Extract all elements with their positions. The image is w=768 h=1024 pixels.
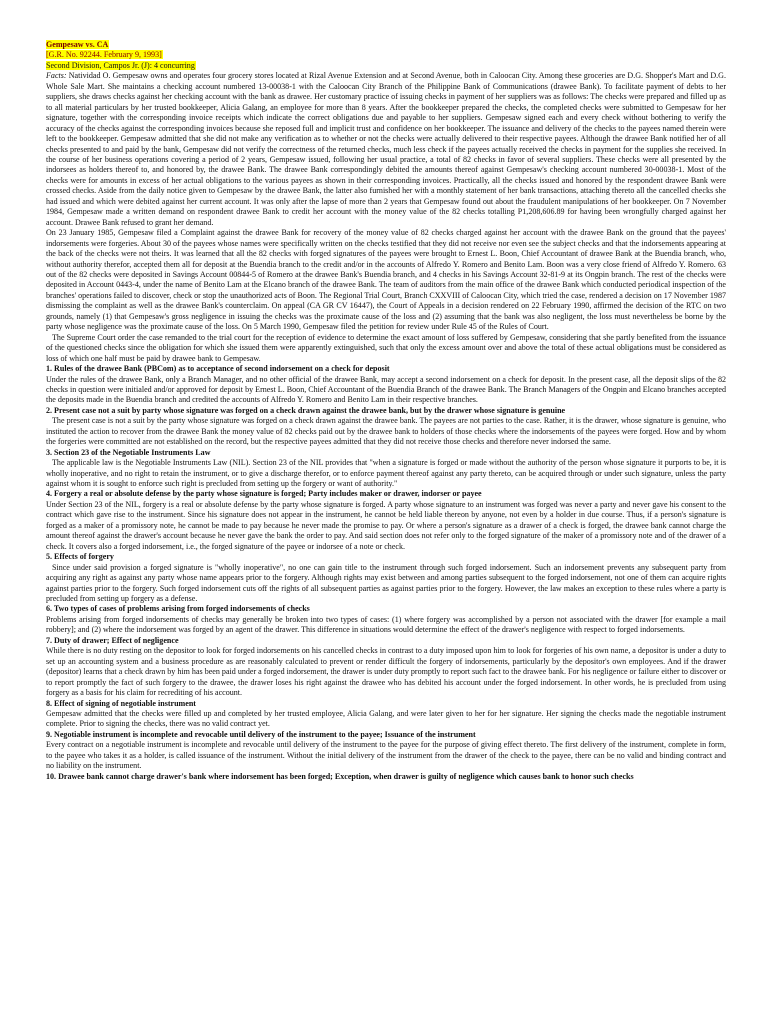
facts-label: Facts: (46, 71, 67, 81)
procedural-paragraph: On 23 January 1985, Gempesaw filed a Complaint against the drawee Bank for recovery of the money value of 82 checks charged against her account with the drawee Bank on the ground that the payees' indorsements were forgeries. About 30 of the payees whose names were specifically written on the checks testified that they did not receive nor even see the subject checks and that the indorsements appearing at the back of the checks were not theirs. It was learned that all the 82 checks with forged signatures of the payees were brought to Ernest L. Boon, Chief Accountant of drawee Bank at the Buendia branch, who, without authority therefor, accepted them all for deposit at the Buendia branch to the credit and/or in the accounts of Alfredo Y. Romero and Benito Lam. Boon was a very close friend of Alfredo Y. Romero. 63 out of the 82 checks were deposited in Savings Account 00844-5 of Romero at the drawee Bank's Buendia branch, and 4 checks in his Savings Account 32-81-9 at its Ongpin branch. The rest of the checks were deposited in Account 0443-4, under the name of Benito Lam at the Elcano branch of the drawee Bank. The team of auditors from the main office of the drawee Bank which conducted periodical inspection of the branches' operations failed to discover, check or stop the unauthorized acts of Boon. The Regional Trial Court, Branch CXXVIII of Caloocan City, which tried the case, rendered a decision on 17 November 1987 dismissing the complaint as well as the drawee Bank's counterclaim. On appeal (CA GR CV 16447), the Court of Appeals in a decision rendered on 22 February 1990, affirmed the decision of the RTC on two grounds, namely (1) that Gempesaw's gross negligence in issuing the checks was the proximate cause of the loss and (2) assuming that the bank was also negligent, the loss must nevertheless be borne by the party whose negligence was the proximate cause of the loss. On 5 March 1990, Gempesaw filed the petition for review under Rule 45 of the Rules of Court. (46, 228, 726, 332)
case-division: Second Division, Campos Jr. (J): 4 concurring (46, 60, 195, 70)
section-heading: 1. Rules of the drawee Bank (PBCom) as to acceptance of second indorsement on a check for deposit (46, 364, 390, 374)
case-header (46, 40, 726, 71)
section-heading: 10. Drawee bank cannot charge drawer's bank where indorsement has been forged; Exception, when drawer is guilty of negligence which causes bank to honor such checks (46, 771, 634, 781)
section-1 (46, 364, 726, 406)
document-page (46, 40, 726, 1024)
section-heading: 9. Negotiable instrument is incomplete and revocable until delivery of the instrument to the payee; Issuance of the instrument (46, 729, 476, 739)
section-body: Gempesaw admitted that the checks were filled up and completed by her trusted employee, Alicia Galang, and were later given to her for her signature. Her signing the checks made the negotiable instrument complete. Prior to signing the checks, there was no valid contract yet. (46, 709, 726, 729)
section-body: The present case is not a suit by the party whose signature was forged on a check drawn against the drawee bank. The payees are not parties to the case. Rather, it is the drawer, whose signature is genuine, who instituted the action to recover from the drawee Bank the money value of 82 checks paid out by the drawee bank to holders of those checks where the indorsements of the payees were forged. How and by whom the forgeries were committed are not established on the record, but the respective payees admitted that they did not receive those checks and therefore never indorsed the same. (46, 416, 726, 447)
section-body: The applicable law is the Negotiable Instruments Law (NIL). Section 23 of the NIL provides that "when a signature is forged or made without the authority of the person whose signature it purports to be, it is wholly inoperative, and no right to retain the instrument, or to give a discharge therefor, or to enforce payment thereof against any party thereto, can be acquired through or under such signature, unless the party against whom it is sought to enforce such right is precluded from setting up the forgery or want of authority." (46, 458, 726, 489)
section-body: Since under said provision a forged signature is "wholly inoperative", no one can gain title to the instrument through such forged indorsement. Such an indorsement prevents any subsequent party from acquiring any right as against any party whose name appears prior to the forgery. Although rights may exist between and among parties subsequent to the forged indorsement, not one of them can acquire rights against parties prior to the forgery. Such forged indorsement cuts off the rights of all subsequent parties as against parties prior to the forgery. However, the law makes an exception to these rules where a party is precluded from setting up forgery as a defense. (46, 562, 726, 604)
ruling-paragraph: The Supreme Court order the case remanded to the trial court for the reception of evidence to determine the exact amount of loss suffered by Gempesaw, considering that she partly benefited from the issuance of the questioned checks since the obligation for which she issued them were apparently extinguished, such that only the excess amount over and above the total of these actual obligations must be considered as loss of which one half must be paid by drawee bank to Gempesaw. (46, 332, 726, 363)
section-heading: 6. Two types of cases of problems arising from forged indorsements of checks (46, 604, 310, 614)
section-heading: 7. Duty of drawer; Effect of negligence (46, 635, 179, 645)
section-heading: 8. Effect of signing of negotiable instrument (46, 698, 196, 708)
section-3 (46, 448, 726, 490)
section-body: While there is no duty resting on the depositor to look for forged indorsements on his cancelled checks in contrast to a duty imposed upon him to look for forgeries of his own name, a depositor is under a duty to set up an accounting system and a business procedure as are reasonably calculated to prevent or render difficult the forgery of indorsements, particularly by the depositor's own employees. And if the drawer (depositor) learns that a check drawn by him has been paid under a forged indorsement, the drawer is under duty promptly to report such fact to the drawee bank. For his negligence or failure either to discover or to report promptly the fact of such forgery to the drawee, the drawer loses his right against the drawee who has debited his account under the forged indorsement. In other words, he is precluded from using forgery as a basis for his claim for recrediting of his account. (46, 646, 726, 698)
facts-paragraph (46, 71, 726, 228)
section-heading: 2. Present case not a suit by party whose signature was forged on a check drawn against the drawee bank, but by the drawer whose signature is genuine (46, 405, 566, 415)
case-title: Gempesaw vs. CA (46, 40, 109, 49)
facts-text: Natividad O. Gempesaw owns and operates four grocery stores located at Rizal Avenue Extension and at Second Avenue, both in Caloocan City. Among these groceries are D.G. Shopper's Mart and D.G. Whole Sale Mart. She maintains a checking account numbered 13-00038-1 with the Caloocan City Branch of the Philippine Bank of Communications (drawee Bank). To facilitate payment of debts to her suppliers, she draws checks against her checking account with the bank as drawee. Her customary practice of issuing checks in payment of her suppliers was as follows: The checks were prepared and filled up as to all material particulars by her trusted bookkeeper, Alicia Galang, an employee for more than 8 years. After the bookkeeper prepared the checks, the completed checks were submitted to Gempesaw for her signature, together with the corresponding invoice receipts which indicate the correct obligations due and payable to her suppliers. Gempesaw signed each and every check without bothering to verify the accuracy of the checks against the corresponding invoices because she reposed full and implicit trust and confidence on her bookkeeper. The issuance and delivery of the checks to the payees named therein were left to the bookkeeper. Gempesaw admitted that she did not make any verification as to whether or not the checks were actually delivered to their respective payees. Although the drawee Bank notified her of all checks presented to and paid by the bank, Gempesaw did not verify the correctness of the returned checks, much less check if the payees actually received the checks in payment for the supplies she received. In the course of her business operations covering a period of 2 years, Gempesaw issued, following her usual practice, a total of 82 checks in favor of several suppliers. These checks were all presented by the indorsees as holders thereof to, and honored by, the drawee Bank. The drawee Bank correspondingly debited the amounts thereof against Gempesaw's checking account numbered 30-00038-1. Most of the checks were for amounts in excess of her actual obligations to the various payees as shown in their corresponding invoices. Practically, all the checks issued and honored by the respondent drawee Bank were crossed checks. Aside from the daily notice given to Gempesaw by the drawee Bank, the latter also furnished her with a monthly statement of her bank transactions, attaching thereto all the cancelled checks she had issued and which were debited against her current account. It was only after the lapse of more than 2 years that Gempesaw found out about the fraudulent manipulations of her bookkeeper. On 7 November 1984, Gempesaw made a written demand on respondent drawee Bank to credit her account with the money value of the 82 checks totalling P1,208,606.89 for having been wrongfully charged against her account. Drawee Bank refused to grant her demand. (46, 71, 726, 227)
section-7 (46, 636, 726, 699)
section-5 (46, 552, 726, 604)
case-citation: [G.R. No. 92244. February 9, 1993] (46, 50, 162, 60)
section-body: Under Section 23 of the NIL, forgery is a real or absolute defense by the party whose signature is forged. A party whose signature to an instrument was forged was never a party and never gave his consent to the contract which gave rise to the instrument. Since his signature does not appear in the instrument, he cannot be held liable thereon by anyone, not even by a holder in due course. Thus, if a person's signature is forged as a maker of a promissory note, he cannot be made to pay because he never made the promise to pay. Or where a person's signature as a drawer of a check is forged, the drawee bank cannot charge the amount thereof against the drawer's account because he never gave the bank the order to pay. And said section does not refer only to the forged signature of the maker of a promissory note and of the drawer of a check. It covers also a forged indorsement, i.e., the forged signature of the payee or indorsee of a note or check. (46, 499, 726, 551)
section-2 (46, 406, 726, 448)
section-heading: 5. Effects of forgery (46, 552, 114, 562)
section-body: Under the rules of the drawee Bank, only a Branch Manager, and no other official of the drawee Bank, may accept a second indorsement on a check for deposit. In the present case, all the deposit slips of the 82 checks in question were initialed and/or approved for deposit by Ernest L. Boon, Chief Accountant of the Buendia Branch of the drawee Bank. The Branch Managers of the Ongpin and Elcano branches accepted the deposits made in the Buendia branch and credited the accounts of Alfredo Y. Romero and Benito Lam in their respective branches. (46, 374, 726, 405)
section-heading: 4. Forgery a real or absolute defense by the party whose signature is forged; Party includes maker or drawer, indorser or payee (46, 489, 482, 499)
section-8 (46, 699, 726, 730)
section-6 (46, 604, 726, 635)
section-4 (46, 489, 726, 552)
section-body: Problems arising from forged indorsements of checks may generally be broken into two types of cases: (1) where forgery was accomplished by a person not associated with the drawer [for example a mail robbery]; and (2) where the indorsement was forged by an agent of the drawer. This difference in situations would determine the effect of the drawer's negligence with respect to forged indorsements. (46, 614, 726, 635)
section-heading: 3. Section 23 of the Negotiable Instruments Law (46, 447, 211, 457)
section-body: Every contract on a negotiable instrument is incomplete and revocable until delivery of the instrument to the payee for the purpose of giving effect thereto. The first delivery of the instrument, complete in form, to the payee who takes it as a holder, is called issuance of the instrument. Without the initial delivery of the instrument from the drawer of the check to the payee, there can be no valid and binding contract and no liability on the instrument. (46, 740, 726, 771)
section-9 (46, 730, 726, 772)
section-10 (46, 772, 726, 782)
